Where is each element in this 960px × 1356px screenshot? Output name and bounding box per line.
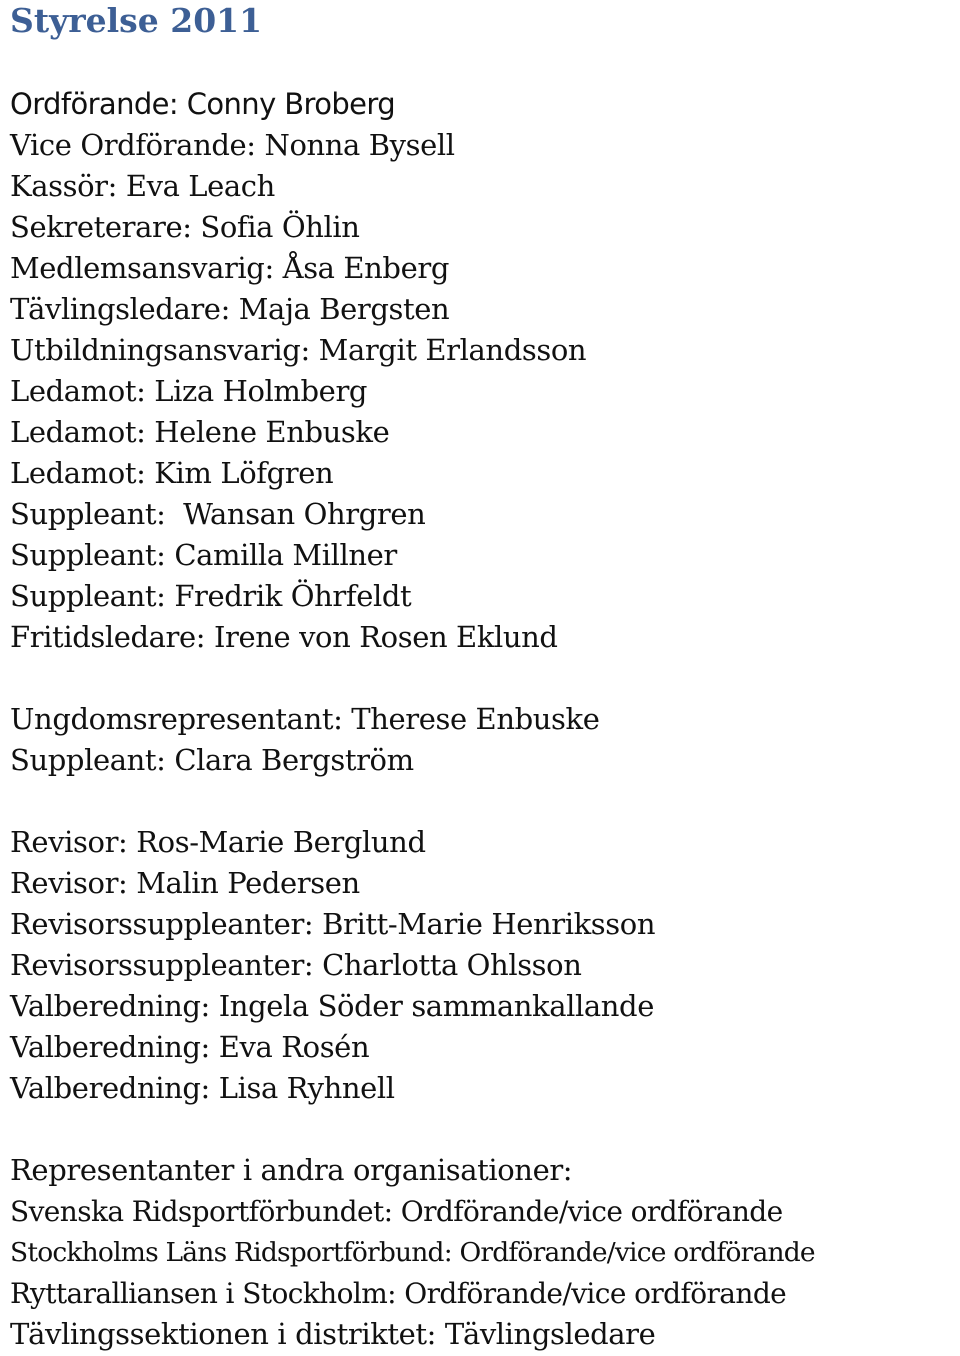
youth-member: Suppleant: Clara Bergström	[10, 743, 414, 777]
representative-item: Tävlingssektionen i distriktet: Tävlingsledare	[10, 1317, 656, 1351]
board-list	[10, 84, 955, 658]
youth-member: Ungdomsrepresentant: Therese Enbuske	[10, 702, 600, 736]
auditor-member: Valberedning: Ingela Söder sammankallande	[10, 989, 654, 1023]
auditor-member: Revisor: Ros-Marie Berglund	[10, 825, 426, 859]
board-member: Suppleant: Wansan Ohrgren	[10, 497, 426, 531]
auditor-member: Valberedning: Eva Rosén	[10, 1030, 370, 1064]
board-member: Vice Ordförande: Nonna Bysell	[10, 128, 455, 162]
auditor-member: Revisorssuppleanter: Charlotta Ohlsson	[10, 948, 582, 982]
board-member: Medlemsansvarig: Åsa Enberg	[10, 251, 449, 285]
board-member: Ordförande: Conny Broberg	[10, 87, 396, 121]
document-page	[10, 0, 955, 1355]
board-member: Ledamot: Kim Löfgren	[10, 456, 334, 490]
auditor-member: Revisor: Malin Pedersen	[10, 866, 360, 900]
board-member: Ledamot: Helene Enbuske	[10, 415, 390, 449]
board-member: Ledamot: Liza Holmberg	[10, 374, 368, 408]
board-member: Kassör: Eva Leach	[10, 169, 275, 203]
section-spacer	[10, 658, 955, 699]
representatives-list	[10, 1150, 955, 1355]
board-member: Sekreterare: Sofia Öhlin	[10, 210, 360, 244]
youth-list	[10, 699, 955, 781]
representative-item: Ryttaralliansen i Stockholm: Ordförande/vice ordförande	[10, 1277, 787, 1310]
board-member: Suppleant: Fredrik Öhrfeldt	[10, 579, 412, 613]
section-spacer	[10, 781, 955, 822]
board-member: Tävlingsledare: Maja Bergsten	[10, 292, 450, 326]
representative-item: Stockholms Läns Ridsportförbund: Ordförande/vice ordförande	[10, 1237, 815, 1268]
auditor-member: Valberedning: Lisa Ryhnell	[10, 1071, 395, 1105]
board-member: Utbildningsansvarig: Margit Erlandsson	[10, 333, 587, 367]
auditor-list	[10, 822, 955, 1109]
page-title: Styrelse 2011	[10, 1, 263, 40]
board-member: Suppleant: Camilla Millner	[10, 538, 397, 572]
auditor-member: Revisorssuppleanter: Britt-Marie Henriksson	[10, 907, 656, 941]
board-member: Fritidsledare: Irene von Rosen Eklund	[10, 620, 558, 654]
representative-item: Svenska Ridsportförbundet: Ordförande/vice ordförande	[10, 1195, 783, 1228]
section-spacer	[10, 1109, 955, 1150]
representatives-heading: Representanter i andra organisationer:	[10, 1153, 573, 1187]
